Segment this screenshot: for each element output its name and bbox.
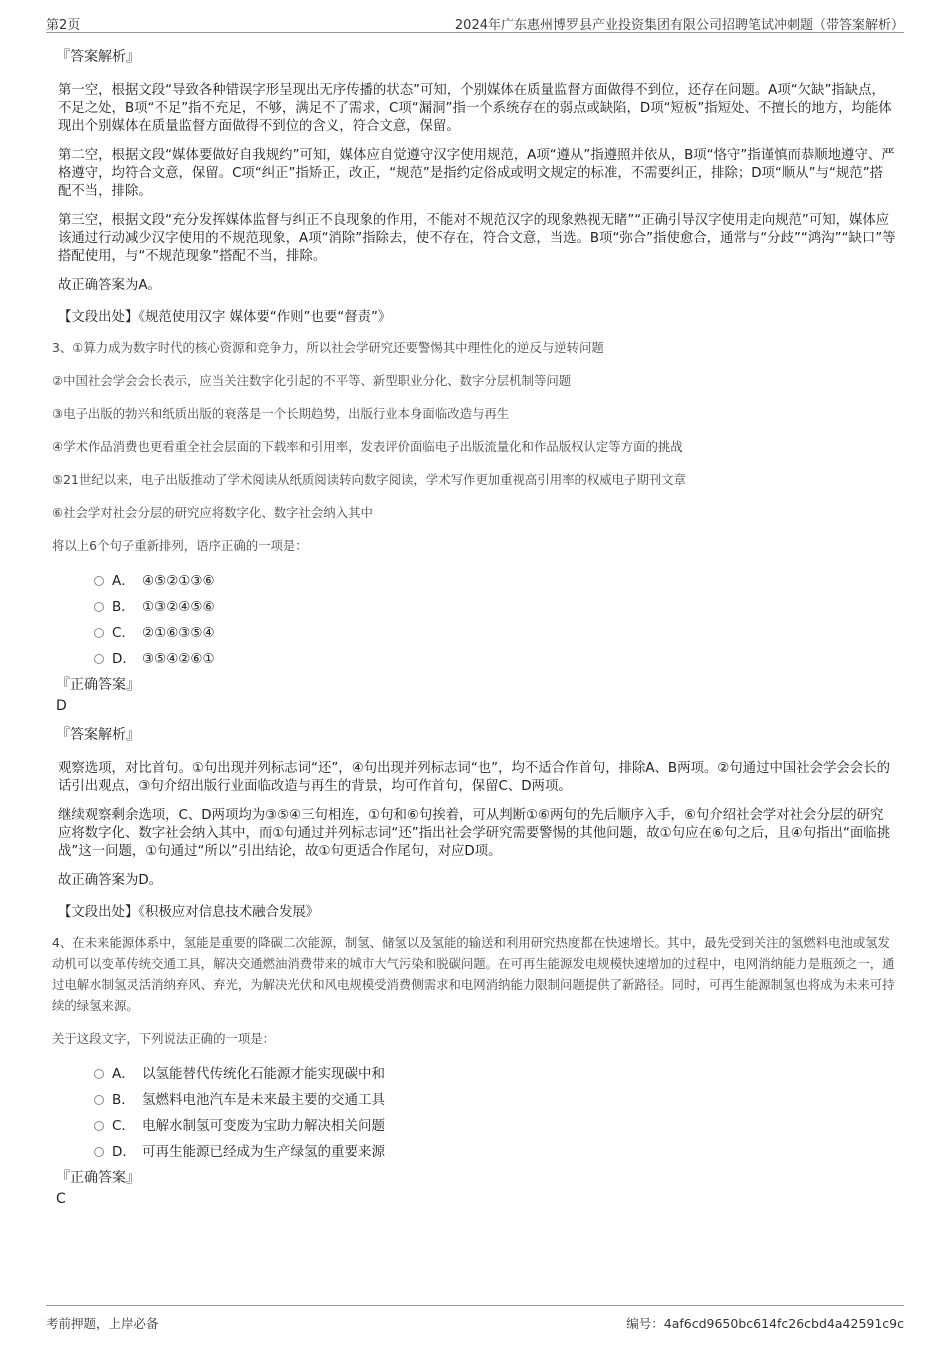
- passage-source: 【文段出处】《积极应对信息技术融合发展》: [58, 905, 320, 920]
- analysis-paragraph: 第三空，根据文段“充分发挥媒体监督与纠正不良现象的作用，不能对不规范汉字的现象熟视无睹”“正确引导汉字使用走向规范”可知，媒体应该通过行动减少汉字使用的不规范现象，A项“消除”指除去，使不存在，符合文意，当选。B项“弥合”指使愈合，通常与“分歧”“鸿沟”“缺口”等搭配使用，与“不规范现象”搭配不当，排除。: [58, 213, 896, 264]
- analysis-paragraph: 第一空，根据文段“导致各种错误字形呈现出无序传播的状态”可知，个别媒体在质量监督方面做得不到位，还存在问题。A项“欠缺”指缺点，不足之处，B项“不足”指不充足，不够，满足不了需求，C项“漏洞”指一个系统存在的弱点或缺陷，D项“短板”指短处、不擅长的地方，均能体现出个别媒体在质量监督方面做得不到位的含义，符合文意，保留。: [58, 83, 892, 134]
- question-sentence: ⑤21世纪以来，电子出版推动了学术阅读从纸质阅读转向数字阅读，学术写作更加重视高引用率的权威电子期刊文章: [52, 472, 687, 487]
- q4-options: [94, 1061, 896, 1165]
- page-number: 第2页: [46, 18, 81, 33]
- analysis-label: 『答案解析』: [56, 727, 140, 743]
- correct-answer: C: [56, 1191, 66, 1207]
- footer-slogan: 考前押题，上岸必备: [46, 1316, 159, 1331]
- question-sentence: 3、①算力成为数字时代的核心资源和竞争力，所以社会学研究还要警惕其中理性化的逆反与逆转问题: [52, 340, 604, 355]
- answer-label: 『正确答案』: [56, 1170, 140, 1186]
- radio-icon[interactable]: [94, 654, 104, 664]
- question-sentence: ②中国社会学会会长表示，应当关注数字化引起的不平等、新型职业分化、数字分层机制等问题: [52, 373, 572, 388]
- question-sentence: ④学术作品消费也更看重全社会层面的下载率和引用率，发表评价面临电子出版流量化和作品版权认定等方面的挑战: [52, 439, 683, 454]
- option-b[interactable]: B． 氢燃料电池汽车是未来最主要的交通工具: [94, 1087, 896, 1113]
- analysis-conclusion: 故正确答案为D。: [58, 873, 163, 888]
- option-b[interactable]: B． ①③②④⑤⑥: [94, 594, 896, 620]
- question-prompt: 关于这段文字，下列说法正确的一项是：: [52, 1031, 276, 1046]
- page-footer: [46, 1305, 904, 1336]
- question-sentence: ⑥社会学对社会分层的研究应将数字化、数字社会纳入其中: [52, 505, 373, 520]
- page-header: [46, 10, 904, 33]
- passage-source: 【文段出处】《规范使用汉字 媒体要“作则”也要“督责”》: [58, 310, 392, 325]
- option-c[interactable]: C． 电解水制氢可变废为宝助力解决相关问题: [94, 1113, 896, 1139]
- option-d[interactable]: D． ③⑤④②⑥①: [94, 646, 896, 672]
- correct-answer: D: [56, 698, 67, 714]
- analysis-label: 『答案解析』: [56, 49, 140, 65]
- analysis-paragraph: 继续观察剩余选项，C、D两项均为③⑤④三句相连，①句和⑥句挨着，可从判断①⑥两句的先后顺序入手，⑥句介绍社会学对社会分层的研究应将数字化、数字社会纳入其中，而①句通过并列标志词“还”指出社会学研究需要警惕的其他问题，故①句应在⑥句之后，且④句指出“面临挑战”这一问题，①句通过“所以”引出结论，故①句更适合作尾句，对应D项。: [58, 808, 891, 859]
- question-stem: 4、在未来能源体系中，氢能是重要的降碳二次能源，制氢、储氢以及氢能的输送和利用研究热度都在快速增长。其中，最先受到关注的氢燃料电池或氢发动机可以变革传统交通工具，解决交通燃油消费带来的城市大气污染和脱碳问题。在可再生能源发电规模快速增加的过程中，电网消纳能力是瓶颈之一，通过电解水制氢灵活消纳弃风、弃光，为解决光伏和风电规模受消费侧需求和电网消纳能力限制问题提供了新路径。同时，可再生能源制氢也将成为未来可持续的绿氢来源。: [52, 935, 895, 1013]
- question-sentence: ③电子出版的勃兴和纸质出版的衰落是一个长期趋势，出版行业本身面临改造与再生: [52, 406, 510, 421]
- option-a[interactable]: A． 以氢能替代传统化石能源才能实现碳中和: [94, 1061, 896, 1087]
- option-c[interactable]: C． ②①⑥③⑤④: [94, 620, 896, 646]
- radio-icon[interactable]: [94, 1069, 104, 1079]
- question-prompt: 将以上6个句子重新排列，语序正确的一项是：: [52, 538, 308, 553]
- radio-icon[interactable]: [94, 628, 104, 638]
- document-title: 2024年广东惠州博罗县产业投资集团有限公司招聘笔试冲刺题（带答案解析）: [454, 18, 904, 33]
- option-d[interactable]: D． 可再生能源已经成为生产绿氢的重要来源: [94, 1139, 896, 1165]
- answer-label: 『正确答案』: [56, 677, 140, 693]
- analysis-paragraph: 观察选项，对比首句。①句出现并列标志词“还”，④句出现并列标志词“也”，均不适合作首句，排除A、B两项。②句通过中国社会学会会长的话引出观点，③句介绍出版行业面临改造与再生的背景，均可作首句，保留C、D两项。: [58, 761, 890, 794]
- analysis-paragraph: 第二空，根据文段“媒体要做好自我规约”可知，媒体应自觉遵守汉字使用规范，A项“遵从”指遵照并依从，B项“恪守”指谨慎而恭顺地遵守、严格遵守，均符合文意，保留。C项“纠正”指矫正，改正，“规范”是指约定俗成或明文规定的标准，不需要纠正，排除；D项“顺从”与“规范”搭配不当，排除。: [58, 148, 895, 199]
- analysis-conclusion: 故正确答案为A。: [58, 278, 161, 293]
- radio-icon[interactable]: [94, 576, 104, 586]
- radio-icon[interactable]: [94, 1147, 104, 1157]
- q3-options: [94, 568, 896, 672]
- radio-icon[interactable]: [94, 602, 104, 612]
- page-content: [52, 46, 896, 1217]
- option-a[interactable]: A． ④⑤②①③⑥: [94, 568, 896, 594]
- radio-icon[interactable]: [94, 1121, 104, 1131]
- radio-icon[interactable]: [94, 1095, 104, 1105]
- document-id: 编号：4af6cd9650bc614fc26cbd4a42591c9c: [626, 1316, 904, 1331]
